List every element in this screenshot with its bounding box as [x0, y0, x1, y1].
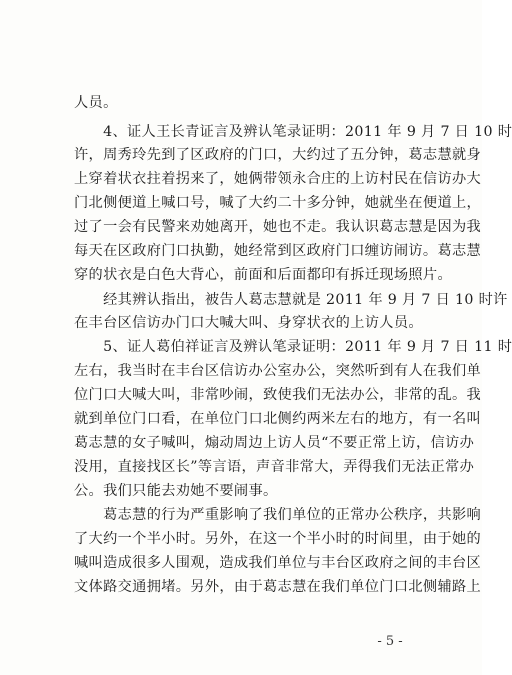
text-line: 公。我们只能去劝她不要闹事。: [74, 483, 278, 499]
text-line: 就到单位门口看，在单位门口北侧约两米左右的地方，有一名叫: [74, 411, 482, 427]
text-line: 人员。: [74, 95, 118, 111]
text-line: 了大约一个半小时。另外，在这一个半小时的时间里，由于她的: [74, 531, 482, 547]
text-line: 左右，我当时在丰台区信访办公室办公，突然听到有人在我们单: [74, 363, 482, 379]
text-line: 喊叫造成很多人围观，造成我们单位与丰台区政府之间的丰台区: [74, 555, 482, 571]
text-line: 上穿着状衣拄着拐来了，她俩带领永合庄的上访村民在信访办大: [74, 171, 482, 187]
text-line: 葛志慧的行为严重影响了我们单位的正常办公秩序，共影响: [74, 507, 482, 523]
text-line: 5、证人葛伯祥证言及辨认笔录证明：2011 年 9 月 7 日 11 时: [74, 339, 512, 355]
text-line: 许，周秀玲先到了区政府的门口，大约过了五分钟，葛志慧就身: [74, 147, 482, 163]
text-line: 没用，直接找区长”等言语，声音非常大，弄得我们无法正常办: [74, 459, 475, 475]
text-line: 门北侧便道上喊口号，喊了大约二十多分钟，她就坐在便道上，: [74, 195, 482, 211]
text-line: 位门口大喊大叫，非常吵闹，致使我们无法办公，非常的乱。我: [74, 387, 482, 403]
text-line: 穿的状衣是白色大背心，前面和后面都印有拆迁现场照片。: [74, 267, 452, 283]
text-line: 在丰台区信访办门口大喊大叫、身穿状衣的上访人员。: [74, 315, 423, 331]
text-line: 文体路交通拥堵。另外，由于葛志慧在我们单位门口北侧辅路上: [74, 579, 482, 595]
text-line: 过了一会有民警来劝她离开，她也不走。我认识葛志慧是因为我: [74, 219, 482, 235]
text-line: 经其辨认指出，被告人葛志慧就是 2011 年 9 月 7 日 10 时许: [74, 292, 508, 308]
text-line: 每天在区政府门口执勤，她经常到区政府门口缠访闹访。葛志慧: [74, 243, 482, 259]
text-line: 4、证人王长青证言及辨认笔录证明：2011 年 9 月 7 日 10 时: [74, 124, 512, 140]
page-number: - 5 -: [377, 634, 403, 649]
text-line: 葛志慧的女子喊叫，煽动周边上访人员“不要正常上访，信访办: [74, 435, 475, 451]
